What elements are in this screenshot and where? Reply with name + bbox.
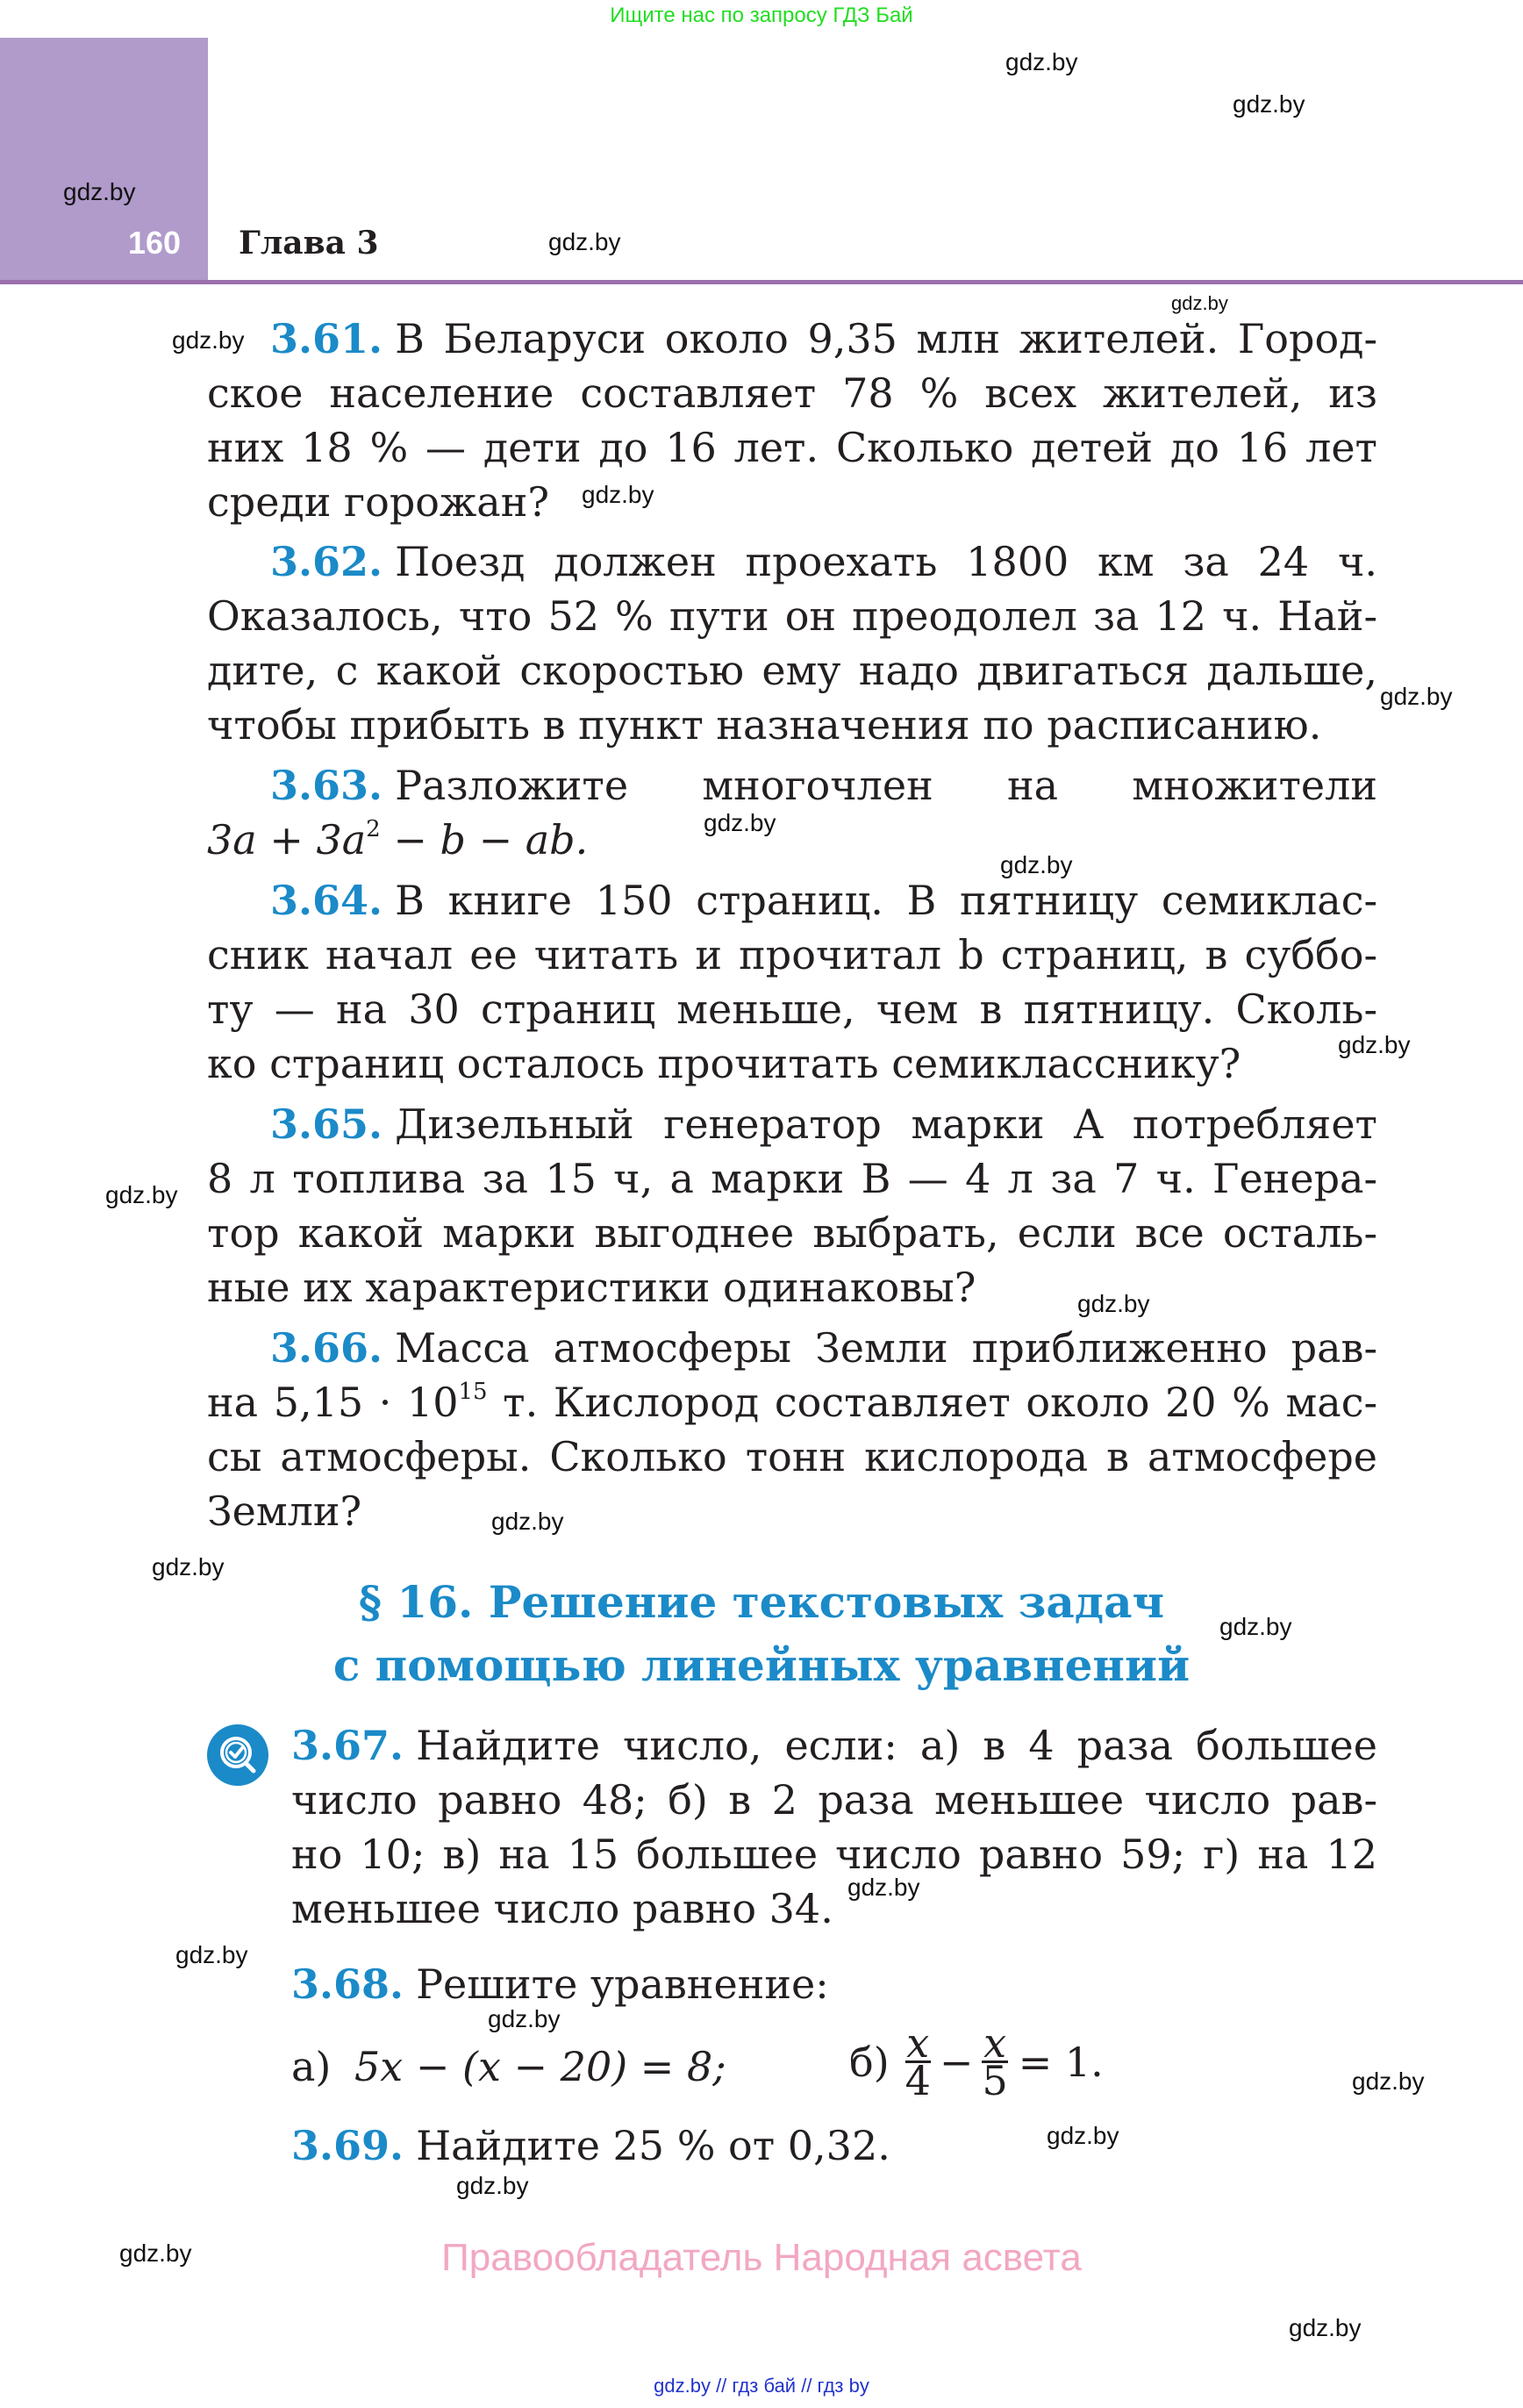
top-banner: Ищите нас по запросу ГДЗ Бай bbox=[610, 4, 913, 27]
problem-number: 3.65. bbox=[270, 1100, 383, 1148]
watermark: gdz.by bbox=[704, 809, 776, 836]
fraction: $\frac{x}{4}$ bbox=[905, 2019, 931, 2104]
watermark: gdz.by bbox=[456, 2172, 529, 2199]
watermark: gdz.by bbox=[1000, 851, 1073, 878]
watermark: gdz.by bbox=[1171, 292, 1228, 314]
section-heading: § 16. Решение текстовых задач с помощью линейных уравнений bbox=[332, 1576, 1191, 1691]
watermark: gdz.by bbox=[491, 1508, 564, 1535]
watermark: gdz.by bbox=[63, 178, 136, 205]
watermark: gdz.by bbox=[488, 2005, 561, 2032]
problem-number: 3.62. bbox=[270, 538, 383, 585]
polynomial-formula: $3a + 3a^2 - b$ − ab. bbox=[207, 815, 589, 864]
fraction: $\frac{x}{5}$ bbox=[982, 2019, 1008, 2104]
magnifier-check-icon bbox=[207, 1724, 268, 1786]
watermark: gdz.by bbox=[1005, 48, 1078, 75]
problem-3-68: 3.68. Решите уравнение: bbox=[291, 1960, 829, 2008]
watermark: gdz.by bbox=[582, 481, 654, 508]
problem-3-65: 3.65. Дизельный генератор марки A потребляет 8 л топлива за 15 ч, а марки B — 4 л за 7 ч. Генера- тор какой марки выгоднее выбрать, если все осталь- ные их характеристики одинаковы? bbox=[207, 1100, 1377, 1311]
problem-3-69: 3.69. Найдите 25 % от 0,32. bbox=[291, 2122, 890, 2169]
watermark: gdz.by bbox=[152, 1553, 225, 1580]
watermark: gdz.by bbox=[1380, 683, 1453, 710]
watermark: gdz.by bbox=[1289, 2314, 1362, 2341]
watermark: gdz.by bbox=[1233, 90, 1305, 118]
problem-number: 3.63. bbox=[270, 762, 383, 809]
problem-number: 3.64. bbox=[270, 877, 383, 924]
page-number: 160 bbox=[128, 225, 182, 261]
equation-b: б) $\frac{x}{4}$ − $\frac{x}{5}$ = 1. bbox=[849, 2019, 1104, 2104]
problem-3-62: 3.62. Поезд должен проехать 1800 км за 24 ч. Оказалось, что 52 % пути он преодолел за 12 ч. Най- дите, с какой скоростью ему надо двигаться дальше, чтобы прибыть в пункт назначения по расписанию. bbox=[207, 538, 1377, 749]
problem-3-67: 3.67. Найдите число, если: а) в 4 раза большее число равно 48; б) в 2 раза меньшее число рав- но 10; в) на 15 большее число равно 59; г) на 12 меньшее число равно 34. bbox=[291, 1722, 1377, 1932]
problem-3-61: 3.61. В Беларуси около 9,35 млн жителей. Город- ское население составляет 78 % всех жителей, из них 18 % — дети до 16 лет. Сколько детей до 16 лет среди горожан? bbox=[207, 315, 1377, 526]
watermark: gdz.by bbox=[548, 228, 621, 255]
equation-a: а) 5x − (x − 20) = 8; bbox=[291, 2043, 726, 2090]
watermark: gdz.by bbox=[1219, 1613, 1292, 1640]
watermark: gdz.by bbox=[172, 326, 245, 354]
chapter-title: Глава 3 bbox=[239, 225, 379, 262]
watermark: gdz.by bbox=[119, 2240, 192, 2267]
watermark: gdz.by bbox=[105, 1181, 178, 1208]
problem-3-64: 3.64. В книге 150 страниц. В пятницу семиклас- сник начал ее читать и прочитал b страниц, в суббо- ту — на 30 страниц меньше, чем в пятницу. Сколь- ко страниц осталось прочитать семикласснику? bbox=[207, 877, 1377, 1087]
watermark: gdz.by bbox=[1352, 2068, 1425, 2095]
copyright-notice: Правообладатель Народная асвета bbox=[441, 2236, 1082, 2279]
problem-number: 3.66. bbox=[270, 1324, 383, 1372]
watermark: gdz.by bbox=[1338, 1031, 1411, 1058]
watermark: gdz.by bbox=[175, 1941, 248, 1968]
problem-number: 3.69. bbox=[291, 2122, 404, 2169]
problem-number: 3.61. bbox=[270, 315, 383, 362]
problem-number: 3.68. bbox=[291, 1960, 404, 2008]
footer-links[interactable]: gdz.by // гдз бай // гдз by bbox=[654, 2375, 869, 2397]
problem-3-63: 3.63. Разложите многочлен на множители $3a + 3a^2 - b$ − ab. bbox=[207, 758, 1377, 867]
problem-3-66: 3.66. Масса атмосферы Земли приближенно рав- на $5,15 \cdot 10^{15}$ т. Кислород составляет около 20 % мас- сы атмосферы. Сколько тонн кислорода в атмосфере Земли? bbox=[207, 1324, 1377, 1535]
watermark: gdz.by bbox=[1047, 2122, 1119, 2149]
watermark: gdz.by bbox=[847, 1874, 920, 1901]
header-rule bbox=[0, 280, 1523, 284]
problem-number: 3.67. bbox=[291, 1722, 404, 1769]
watermark: gdz.by bbox=[1077, 1290, 1150, 1317]
